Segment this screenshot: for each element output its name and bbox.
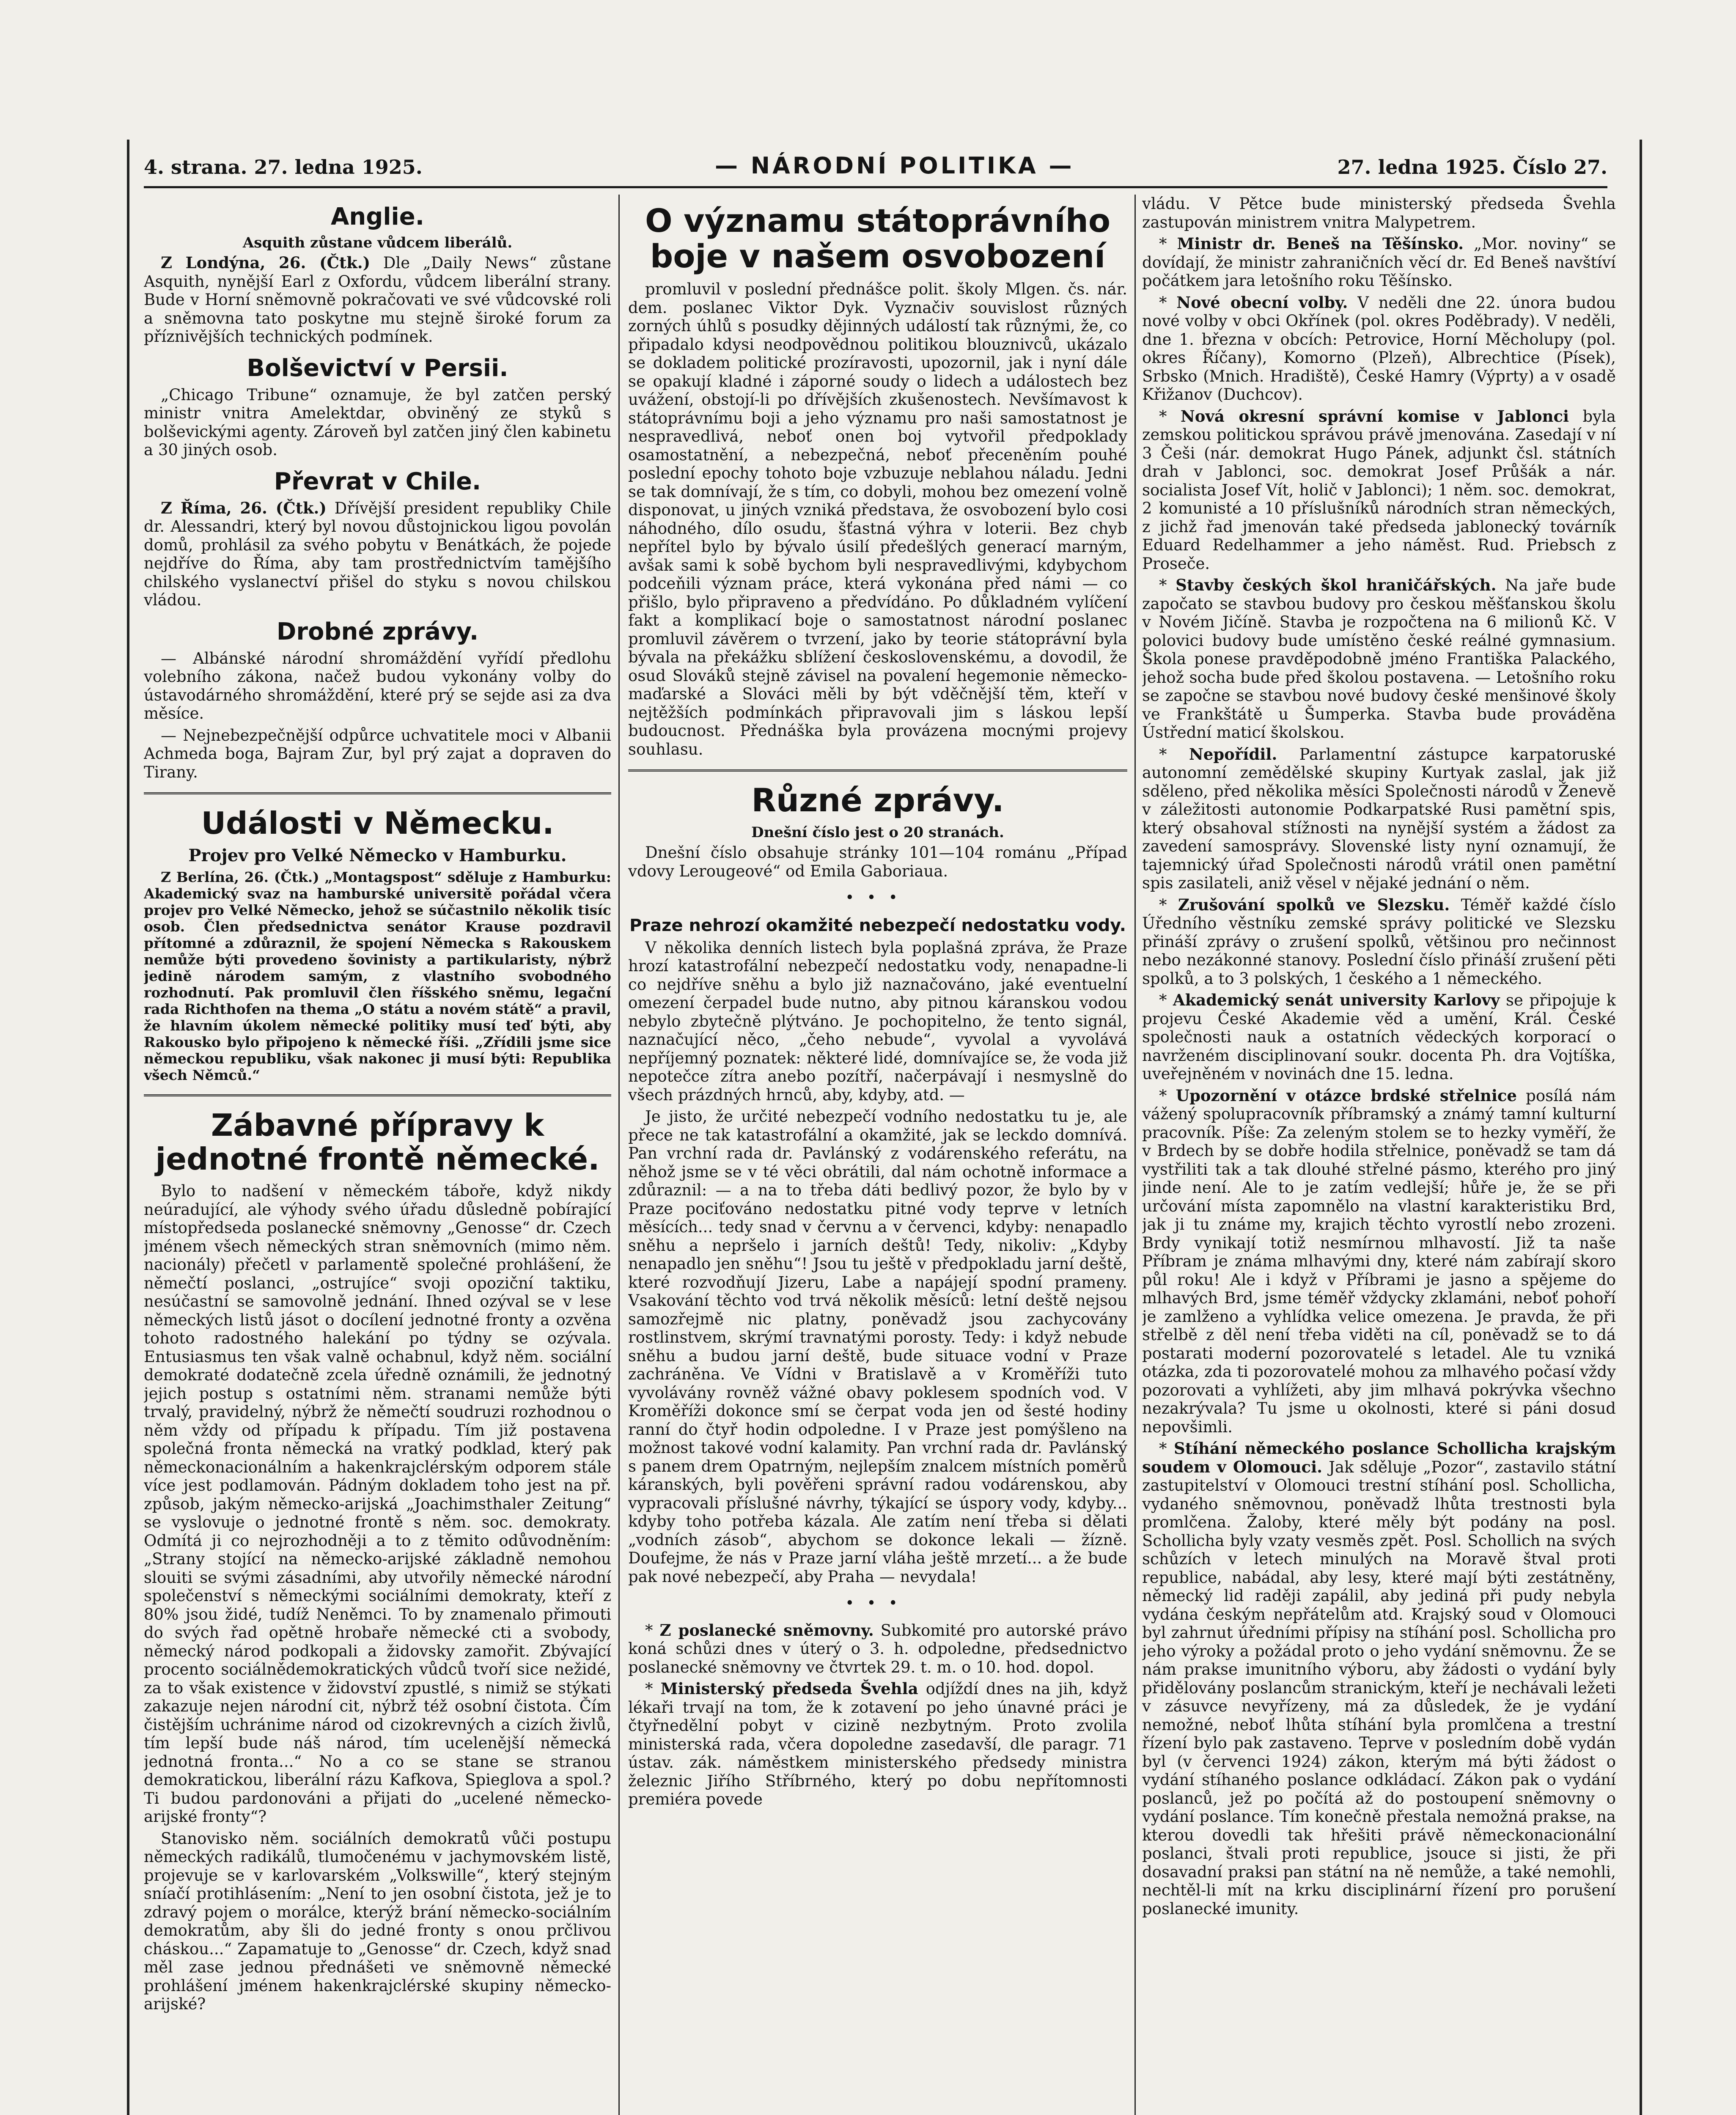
article-text: „Montagspost“ sděluje z Hamburku: Akademický svaz na hamburské universitě pořádal včera projev pro Velké Německo, jehož se súčastnilo několik tisíc osob. Člen předsednictva senátor Krause pozdravil přítomné a zdůraznil, že spojení Německa s Rakouskem nemůže býti provedeno šovinisty a partikularisty, nýbrž jedině národem samým, z vlastního svobodného rozhodnutí. Pak promluvil člen říšského sněmu, legační rada Richthofen na thema „O státu a novém státě“ a pravil, že hlavním úkolem německé politiky musí teď býti, aby Rakousko bylo připojeno k německé říši. „Zřídili jsme sice německou republiku, však nakonec ji musí býti: Republika všech Němců.“ xyxy=(144,869,611,1083)
article-jablonec: * Nová okresní správní komise v Jablonci byla zemskou politickou správou právě jmenována. Zasedají v ní 3 Češi (nár. demokrat Hugo Pánek, adjunkt čsl. státních drah v Jablonci, soc. demokrat Josef Průšák a nár. socialista Josef Vít, holič v Jablonci); 1 něm. soc. demokrat, 2 komunisté a 10 příslušníků národních stran německých, z jichž řad jmenován také předseda jablonecký továrník Eduard Redelhammer a jeho náměst. Rud. Priebsch z Proseče. xyxy=(1142,407,1616,573)
article-spolky: * Zrušování spolků ve Slezsku. Téměř každé číslo Úředního věstníku zemské správy politické ve Slezsku přináší zprávy o zrušení spolků, většinou pro nečinnost nebo nezákonné stanovy. Poslední číslo přináší zrušení pěti spolků, a to 3 polských, 1 českého a 1 německého. xyxy=(1142,895,1616,988)
article-text: Téměř každé číslo Úředního věstníku zemské správy politické ve Slezsku přináší zprávy o zrušení spolků, většinou pro nečinnost nebo nezákonné stanovy. Poslední číslo přináší zrušení pěti spolků, a to 3 polských, 1 českého a 1 německého. xyxy=(1142,895,1616,988)
headline-nemecko: Události v Německu. xyxy=(201,805,554,841)
article-strelnice: * Upozornění v otázce brdské střelnice posílá nám vážený spolupracovník příbramský a známý tamní kulturní pracovník. Píše: Za zeleným stolem se to hezky vyměří, že v Brdech by se dobře hodila střelnice, poněvadž se tam dá vystřiliti tak a tak dlouhé střelné pásmo, kterého pro jiný jinde není. Ale to je zatím vedlejší; hůře je, že se při určování místa zapomnělo na vlastní karakteristiku Brd, jak ji tu známe my, krajich těchto vyrostlí nebo zrozeni. Brdy vynikají totiž nesmírnou mlhavostí. Již ta naše Příbram je známa mlhavými dny, které nám zabírají skoro půl roku! Ale i když v Příbrami je jasno a spějeme do mlhavých Brd, jsme téměř vždycky zklamáni, neboť pohoří je zamlženo a vyhlídka velice omezena. Je pravda, že při střelbě z děl není třeba viděti na cíl, poněvadž se to dá postarati moderní pozorovatelé s letadel. Ale tu vzniká otázka, zda ti pozorovatelé mohou za mlhavého počasí vždy pozorovati a vyhlížeti, aby jim mlhavá pokrývka všechno nezakrývala? Tu jsme u okolnosti, které si páni dosud nepovšimli. xyxy=(1142,1086,1616,1436)
article-text: V neděli dne 22. února budou nové volby v obci Okřínek (pol. okres Poděbrady). V neděli, dne 1. března v obcích: Petrovice, Horní Měcholupy (pol. okres Říčany), Komorno (Plzeň), Albrechtice (Písek), Srbsko (Mnich. Hradiště), České Hamry (Výprty) a v osadě Křižanov (Duchcov). xyxy=(1142,293,1616,404)
dateline: Z Berlína, 26. (Čtk.) xyxy=(161,869,319,885)
dateline: Z Londýna, 26. (Čtk.) xyxy=(161,253,371,272)
article-text: Dřívější president republiky Chile dr. Alessandri, který byl novou důstojnickou ligou povolán domů, prohlásil za svého pobytu v Benátkách, že pojede nejdříve do Říma, aby tam prostřednictvím tamějšího chilského vyslanectví přišel do styku s novou chilskou vládou. xyxy=(144,499,611,609)
headline-spolky: Zrušování spolků ve Slezsku. xyxy=(1178,895,1450,914)
article-drobne-2: — Nejnebezpečnější odpůrce uchvatitele moci v Albanii Achmeda boga, Bajram Zur, byl prý zajat a dopraven do Tirany. xyxy=(144,726,611,781)
article-zabavne-1: Bylo to nadšení v německém táboře, když nikdy neúradující, ale výhody svého úřadu důsledně pobírající místopředseda poslanecké sněmovny „Genosse“ dr. Czech jménem všech německých stran sněmovních (mimo něm. nacionály) přečetl v parlamentě společné prohlášení, že němečtí poslanci, „ostrujíce“ svoji opoziční taktiku, nesúčastní se samovolně jednání. Ihned ozýval se v lese německých listů jásot o docílení jednotné fronty a ozvěna tohoto radostného halekání po týdny se ozývala. Entusiasmus ten však valně ochabnul, když něm. sociální demokraté dodatečně zcela úředně oznámili, že jednotný jejich postup s ostatními něm. stranami nemůže býti trvalý, pravidelný, nýbrž že němečtí soudruzi rozhodnou o něm vždy od případu k případu. Tím již postavena společná fronta německá na vratký podklad, který pak německonacionálním a hakenkrajclérským odporem stále více jest podlamován. Pádným dokladem toho jest na př. způsob, jakým německo-arijská „Joachimsthaler Zeitung“ se vyslovuje o jednotné frontě s něm. soc. demokraty. Odmítá ji co nejrozhodněji a to z těmito odůvodněním: „Strany stojící na německo-arijské základně nemohou slouiti se svými zásadními, aby utvořily německé národní společenství s německými sociálními demokraty, kteří z 80% jsou židé, tudíž Neněmci. To by znamenalo přimouti do svých řad opětně hrobaře německé cti a svobody, německý národ podkopali a židovsky zamořit. Zbývající procento sociálnědemokratických vůdců tvoří sice nežidé, za to však existence v židovství zpustlé, s nimiž se stýkati zakazuje nejen národní cit, nýbrž též osobní čistota. Čím čistějším uchránime národ od cizokrevných a cizích živlů, tím lepší bude náš národ, tím ucelenější německá jednotná fronta...“ No a co se stane se stranou demokratickou, liberální rázu Kafkova, Spieglova a spol.? Ti budou pardonováni a přijati do „ucelené německo-arijské fronty“? xyxy=(144,1182,611,1826)
headline-senat: Akademický senát university Karlovy xyxy=(1173,991,1500,1009)
headline-benes: Ministr dr. Beneš na Těšínsko. xyxy=(1177,234,1464,253)
subheadline-nemecko: Projev pro Velké Německo v Hamburku. xyxy=(188,846,567,865)
headline-zabavne: Zábavné přípravy k jednotné frontě německé. xyxy=(155,1107,600,1177)
article-text: Dle „Daily News“ zůstane Asquith, nynější Earl z Oxfordu, vůdcem liberální strany. Bude v Horní sněmovně pokračovati ve své vůdcovské roli a sněmovna tato poskytne mu stejně široké forum za příznivějších technických podmínek. xyxy=(144,254,611,346)
column-2 xyxy=(628,195,1127,2115)
headline-nepodil: Nepořídil. xyxy=(1189,744,1277,764)
column-1 xyxy=(144,195,611,2115)
article-text: posílá nám vážený spolupracovník příbramský a známý tamní kulturní pracovník. Píše: Za zeleným stolem se to hezky vyměří, že v Brdech by se dobře hodila střelnice, poněvadž se tam dá vystřiliti tak a tak dlouhé střelné pásmo, kterého pro jiný jinde není. Ale to je zatím vedlejší; hůře je, že se při určování místa zapomnělo na vlastní karakteristiku Brd, jak ji tu známe my, krajich těchto vyrostlí nebo zrozeni. Brdy vynikají totiž nesmírnou mlhavostí. Již ta naše Příbram je známa mlhavými dny, které nám zabírají skoro půl roku! Ale i když v Příbrami je jasno a spějeme do mlhavých Brd, jsme téměř vždycky zklamáni, neboť pohoří je zamlženo a vyhlídka velice omezena. Je pravda, že při střelbě z děl není třeba viděti na cíl, poněvadž se to dá postarati moderní pozorovatelé s letadel. Ale tu vzniká otázka, zda ti pozorovatelé mohou za mlhavého počasí vždy pozorovati a vyhlížeti, aby jim mlhavá pokrývka všechno nezakrývala? Tu jsme u okolnosti, které si páni dosud nepovšimli. xyxy=(1142,1086,1616,1436)
article-text: byla zemskou politickou správou právě jmenována. Zasedají v ní 3 Češi (nár. demokrat Hugo Pánek, adjunkt čsl. státních drah v Jablonci, soc. demokrat Josef Průšák a nár. socialista Josef Vít, holič v Jablonci); 1 něm. soc. demokrat, 2 komunisté a 10 příslušníků národních stran německých, z jichž řad jmenován také předseda jablonecký továrník Eduard Redelhammer a jeho náměst. Rud. Priebsch z Proseče. xyxy=(1142,407,1616,573)
article-drobne-1: — Albánské národní shromáždění vyřídí předlohu volebního zákona, načež budou vykonány volby do ústavodárného shromáždění, které prý se sejde asi za dva měsíce. xyxy=(144,649,611,722)
headline-snemovna: Z poslanecké sněmovny. xyxy=(659,1621,874,1640)
article-nemecko xyxy=(144,869,611,1083)
article-continuation: vládu. V Pětce bude ministerský předseda Švehla zastupován ministrem vnitra Malypetrem. xyxy=(1142,195,1616,231)
headline-skoly: Stavby českých škol hraničářských. xyxy=(1176,576,1497,594)
headline-chile: Převrat v Chile. xyxy=(274,467,481,495)
article-nepodil: * Nepořídil. Parlamentní zástupce karpatoruské autonomní zemědělské skupiny Kurtyak zaslal, jak již sděleno, před několika měsíci Společnosti národů v Ženevě v záležitosti autonomie Podkarpatské Rusi pamětní spis, který obsahoval stížnosti na nynější systém a žádost za zavedení samosprávy. Slovenské listy nyní oznamují, že tajemnický úřad Společnosti národů vrátil onen pamětní spis zasilateli, aniž věsel v nějaké jednání o něm. xyxy=(1142,744,1616,892)
headline-jablonec: Nová okresní správní komise v Jablonci xyxy=(1180,407,1569,426)
article-senat: * Akademický senát university Karlovy se připojuje k projevu České Akademie věd a umění, Král. České společnosti nauk a ostatních vědeckých korporací o navrženém disciplinovaní soukr. docenta Ph. dra Vojtíška, uveřejněném v novinách dne 15. ledna. xyxy=(1142,991,1616,1083)
column-3 xyxy=(1142,195,1616,2115)
headline-scholl: Stíhání německého poslance Schollicha krajským soudem v Olomouci. xyxy=(1142,1439,1616,1476)
column-rule xyxy=(618,195,620,2115)
article-anglie xyxy=(144,254,611,346)
headline-svehla: Ministerský předseda Švehla xyxy=(660,1679,918,1698)
article-praze-2: Je jisto, že určité nebezpečí vodního nedostatku tu je, ale přece ne tak katastrofální a okamžité, jak se leckdo domnívá. Pan vrchní rada dr. Pavlánský z vodárenského referátu, na něhož jsme se v té věci obrátili, dal nám ochotně informace a zdůraznil: — a na to třeba dáti bedlivý pozor, že bylo by v Praze pociťováno nedostatku pitné vody teprve v letních měsících... tedy snad v červnu a v červenci, kdyby: nenapadlo sněhu a nepršelo i jarních deštů! Tedy, nikoliv: „Kdyby nenapadlo jen sněhu“! Jsou tu ještě v předpokladu jarní deště, které rozvodňují Jizeru, Labe a napájejí spodní prameny. Vsakování těchto vod trvá několik měsíců: letní deště nejsou samozřejmě nic platny, poněvadž jsou zachycovány rostlinstvem, skrýmí travnatými porosty. Tedy: i když nebude sněhu a budou jarní deště, bude situace vodní v Praze zachráněna. Ve Vídni v Bratislavě a v Kroměříži tuto vyvolávány rovněž vážné obavy poklesem spodních vod. V Kroměříži dokonce smí se čerpat voda jen od šesté hodiny ranní do čtyř hodin odpoledne. I v Praze jest pomýšleno na možnost takové vodní kalamity. Pan vrchní rada dr. Pavlánský s panem drem Opatrným, nejlepším znalcem místních poměrů káranských, byli pověřeni správní radou vodárenskou, aby vypracovali příslušné návrhy, týkající se úspory vody, kdyby... kdyby toho potřeba kázala. Ale zatím není třeba si dělati „vodních zásob“, abychom se dokonce lekali — žízně. Doufejme, že nás v Praze jarní vláha ještě mrzetí... a že bude pak nové nebezpečí, aby Praha — nevydala! xyxy=(628,1107,1127,1586)
headline-strelnice: Upozornění v otázce brdské střelnice xyxy=(1176,1086,1517,1105)
article-text: se připojuje k projevu České Akademie věd a umění, Král. České společnosti nauk a ostatních vědeckých korporací o navrženém disciplinovaní soukr. docenta Ph. dra Vojtíška, uveřejněném v novinách dne 15. ledna. xyxy=(1142,991,1616,1083)
issue-date-number: 27. ledna 1925. Číslo 27. xyxy=(1337,156,1607,179)
section-divider xyxy=(144,792,611,794)
article-text: Na jaře bude započato se stavbou budovy pro českou měšťanskou školu v Novém Jičíně. Stavba je rozpočtena na 6 milionů Kč. V polovici budovy bude umístěno české reálné gymnasium. Škola ponese pravděpodobně jméno Františka Palackého, jehož socha bude před školou postavena. — Letošního roku se započne se stavbou nové budovy české menšinové školy ve Frankštátě u Šumperka. Stavba bude prováděna Ústřední maticí školskou. xyxy=(1142,576,1616,742)
headline-persie: Bolševictví v Persii. xyxy=(247,354,508,382)
article-zabavne-2: Stanovisko něm. sociálních demokratů vůči postupu německých radikálů, tlumočenému v jachymovském listě, projevuje se v karlovarském „Volkswille“, který stejným sníačí protihlásením: „Není to jen osobní čistota, jež je to zdravý pojem o morálce, kterýž brání německo-sociálním demokratům, aby šli do jedné fronty s onou prčlivou cháskou...“ Zapamatuje to „Genosse“ dr. Czech, když snad měl zase jednou přednášeti ve sněmovně německé prohlášení jménem hakenkrajclérské skupiny německo-arijské? xyxy=(144,1829,611,2013)
separator-stars: ••• xyxy=(845,1595,910,1612)
article-svehla: * Ministerský předseda Švehla odjíždí dnes na jih, když lékaři trvají na tom, že k zotavení po jeho únavné práci je čtyřnedělní pobyt v cizině nezbytným. Proto zvolila ministerská rada, včera dopoledne zasedavší, dle paragr. 71 ústav. zák. náměstkem ministerského předsedy ministra železnic Jiřího Stříbrného, který po dobu nepřítomnosti premiéra povede xyxy=(628,1679,1127,1808)
separator-stars: ••• xyxy=(845,889,910,906)
article-text: Parlamentní zástupce karpatoruské autonomní zemědělské skupiny Kurtyak zaslal, jak již sděleno, před několika měsíci Společnosti národů v Ženevě v záležitosti autonomie Podkarpatské Rusi pamětní spis, který obsahoval stížnosti na nynější systém a žádost za zavedení samosprávy. Slovenské listy nyní oznamují, že tajemnický úřad Společnosti národů vrátil onen pamětní spis zasilateli, aniž věsel v nějaké jednání o něm. xyxy=(1142,745,1616,892)
article-text: Subkomité pro autorské právo koná schůzi dnes v úterý o 3. h. odpoledne, předsednictvo poslanecké sněmovny ve čtvrtek 29. t. m. o 10. hod. dopol. xyxy=(628,1621,1127,1676)
headline-praze: Praze nehrozí okamžité nebezpečí nedostatku vody. xyxy=(629,915,1126,935)
page-number-date: 4. strana. 27. ledna 1925. xyxy=(144,156,423,179)
article-volby: * Nové obecní volby. V neděli dne 22. února budou nové volby v obci Okřínek (pol. okres Poděbrady). V neděli, dne 1. března v obcích: Petrovice, Horní Měcholupy (pol. okres Říčany), Komorno (Plzeň), Albrechtice (Písek), Srbsko (Mnich. Hradiště), České Hamry (Výprty) a v osadě Křižanov (Duchcov). xyxy=(1142,293,1616,404)
article-scholl: * Stíhání německého poslance Schollicha krajským soudem v Olomouci. Jak sděluje „Pozor“, zastavilo státní zastupitelství v Olomouci trestní stíhání posl. Schollicha, vydaného sněmovnou, poněvadž lhůta trestnosti byla promlčena. Žaloby, které měly být podány na posl. Schollicha byly vzaty vesměs zpět. Posl. Schollich na svých schůzích v letech minulých na Moravě štval proti republice, nabádal, aby lesy, které mají býti zestátněny, německý lid raději zapálil, aby jediná při pudy nebyla vydána českým nepřátelům atd. Krajský soud v Olomouci byl zahrnut úředními přípisy na stíhání posl. Schollicha pro jeho výroky a požádal proto o jeho vydání sněmovnu. Že se nám prakse imunitního výboru, aby žádosti o vydání byly přidělovány poslancům stranickým, kteří je nechávali ležeti v zásuvce nevyřízeny, má za důsledek, že je vydání nemožné, neboť lhůta stíhání byla promlčena a trestní řízení bylo pak zastaveno. Teprve v posledním době vydán byl (v červenci 1924) zákon, kterým má býti žádost o vydání stíhaného poslance odkládací. Zákon pak o vydání poslanců, jež po počítá až do postoupení sněmovny o vydání poslance. Tím konečně přestala nemožná prakse, na kterou dovedli tak hřešiti právě německonacionální poslanci, štvali proti republice, jsouce si jisti, že při dosavadní praksi pan státní na ně nemůže, a také nemohli, nechtěl-li mít na krku disciplinární řízení pro porušení poslanecké imunity. xyxy=(1142,1439,1616,1918)
section-divider xyxy=(144,1094,611,1096)
article-persie: „Chicago Tribune“ oznamuje, že byl zatčen perský ministr vnitra Amelektdar, obviněný ze styků s bolševickými agenty. Zároveň byl zatčen jiný člen kabinetu a 30 jiných osob. xyxy=(144,385,611,459)
newspaper-title: — NÁRODNÍ POLITIKA — xyxy=(715,152,1074,179)
article-text: „Mor. noviny“ se dovídají, že ministr zahraničních věcí dr. Ed Beneš navštíví počátkem jara letošního roku Těšínsko. xyxy=(1142,235,1616,290)
dateline: Z Říma, 26. (Čtk.) xyxy=(161,498,327,517)
article-benes: * Ministr dr. Beneš na Těšínsko. „Mor. noviny“ se dovídají, že ministr zahraničních věcí dr. Ed Beneš navštíví počátkem jara letošního roku Těšínsko. xyxy=(1142,234,1616,290)
section-divider xyxy=(628,769,1127,772)
article-snemovna: * Z poslanecké sněmovny. Subkomité pro autorské právo koná schůzi dnes v úterý o 3. h. odpoledne, předsednictvo poslanecké sněmovny ve čtvrtek 29. t. m. o 10. hod. dopol. xyxy=(628,1621,1127,1676)
article-chile xyxy=(144,499,611,610)
masthead xyxy=(144,148,1607,188)
headline-ruzne: Různé zprávy. xyxy=(751,781,1004,819)
headline-drobne: Drobné zprávy. xyxy=(276,618,479,645)
headline-anglie: Anglie. xyxy=(331,203,424,231)
article-skoly: * Stavby českých škol hraničářských. Na jaře bude započato se stavbou budovy pro českou měšťanskou školu v Novém Jičíně. Stavba je rozpočtena na 6 milionů Kč. V polovici budovy bude umístěno české reálné gymnasium. Škola ponese pravděpodobně jméno Františka Palackého, jehož socha bude před školou postavena. — Letošního roku se započne se stavbou nové budovy české menšinové školy ve Frankštátě u Šumperka. Stavba bude prováděna Ústřední maticí školskou. xyxy=(1142,576,1616,742)
column-rule xyxy=(1134,195,1136,2115)
headline-vyznam: O významu státoprávního boje v našem osvobození xyxy=(645,202,1111,275)
article-ruzne: Dnešní číslo obsahuje stránky 101—104 románu „Případ vdovy Lerougeové“ od Emila Gaboriaua. xyxy=(628,843,1127,880)
subheadline-anglie: Asquith zůstane vůdcem liberálů. xyxy=(242,234,513,251)
article-praze-1: V několika denních listech byla poplašná zpráva, že Praze hrozí katastrofální nebezpečí nedostatku vody, nenapadne-li co nejdříve sněhu a bylo již naznačováno, jaké eventuelní omezení čerpadel bude nutno, aby pitnou káranskou vodou nebylo zbytečně plýtváno. Je pochopitelno, že tento signál, naznačující něco, „čeho nebude“, vyvolal a vyvolává nepříjemný poznatek: některé lidé, domnívajíce se, že voda již nepotečce zítra anebo pozítří, načerpávají i nesmyslně do všech prázdných hrnců, aby, kdyby, atd. — xyxy=(628,938,1127,1104)
subheadline-ruzne: Dnešní číslo jest o 20 stranách. xyxy=(751,824,1004,841)
article-vyznam: promluvil v poslední přednášce polit. školy Mlgen. čs. nár. dem. poslanec Viktor Dyk. Vyznačiv souvislost různých zorných úhlů s posudky dějinných událostí tak různými, že, co připadalo kdysi neodpovědnou politikou blouznivců, ukázalo se dokladem politické prozíravosti, upozornil, jak i nyní dále se opakují kladné i záporné soudy o lidech a událostech bez uvážení, obstojí-li po dřívějších zkušenostech. Nevšímavost k státoprávnímu boji a jeho významu pro naši samostatnost je nespravedlivá, neboť onen boj vytvořil předpoklady osamostatnění, a nebezpečná, neboť přeceněním pouhé poslední epochy tohoto boje vzbuzuje neblahou náladu. Jedni se tak domnívají, že s tím, co dobyli, mohou bez omezení volně disponovat, u jiných vzniká představa, že osvobození bylo cosi náhodného, dílo osudu, šťastná výhra v loterii. Bez chyb nepřítel bylo by bývalo úsilí předešlých generací marným, avšak sami k sobě bychom byli nespravedlivými, kdybychom podceňili význam práce, která vykonána před námi — co přišlo, bylo připraveno a předvídáno. Po důkladném vylíčení fakt a komplikací boje o samostatnost národní poslanec promluvil závěrem o tvrzení, jako by teorie státoprávní byla bývala na překážku sblížení československému, a dovodil, že osud Slováků stejně závisel na povalení hegemonie německo-maďarské a Slováci měli by být vděčnější těm, kteří v nejtěžších podmínkách připravovali jim s láskou lepší budoucnost. Přednáška byla provázena mocnými projevy souhlasu. xyxy=(628,280,1127,758)
article-text: odjíždí dnes na jih, když lékaři trvají na tom, že k zotavení po jeho únavné práci je čtyřnedělní pobyt v cizině nezbytným. Proto zvolila ministerská rada, včera dopoledne zasedavší, dle paragr. 71 ústav. zák. náměstkem ministerského předsedy ministra železnic Jiřího Stříbrného, který po dobu nepřítomnosti premiéra povede xyxy=(628,1680,1127,1808)
headline-volby: Nové obecní volby. xyxy=(1176,293,1348,312)
article-text: Jak sděluje „Pozor“, zastavilo státní zastupitelství v Olomouci trestní stíhání posl. Schollicha, vydaného sněmovnou, poněvadž lhůta trestnosti byla promlčena. Žaloby, které měly být podány na posl. Schollicha byly vzaty vesměs zpět. Posl. Schollich na svých schůzích v letech minulých na Moravě štval proti republice, nabádal, aby lesy, které mají býti zestátněny, německý lid raději zapálil, aby jediná při pudy nebyla vydána českým nepřátelům atd. Krajský soud v Olomouci byl zahrnut úředními přípisy na stíhání posl. Schollicha pro jeho výroky a požádal proto o jeho vydání sněmovnu. Že se nám prakse imunitního výboru, aby žádosti o vydání byly přidělovány poslancům stranickým, kteří je nechávali ležeti v zásuvce nevyřízeny, má za důsledek, že je vydání nemožné, neboť lhůta stíhání byla promlčena a trestní řízení bylo pak zastaveno. Teprve v posledním době vydán byl (v červenci 1924) zákon, kterým má býti žádost o vydání stíhaného poslance odkládací. Zákon pak o vydání poslanců, jež po počítá až do postoupení sněmovny o vydání poslance. Tím konečně přestala nemožná prakse, na kterou dovedli tak hřešiti právě německonacionální poslanci, štvali proti republice, jsouce si jisti, že při dosavadní praksi pan státní na ně nemůže, a také nemohli, nechtěl-li mít na krku disciplinární řízení pro porušení poslanecké imunity. xyxy=(1142,1458,1616,1918)
